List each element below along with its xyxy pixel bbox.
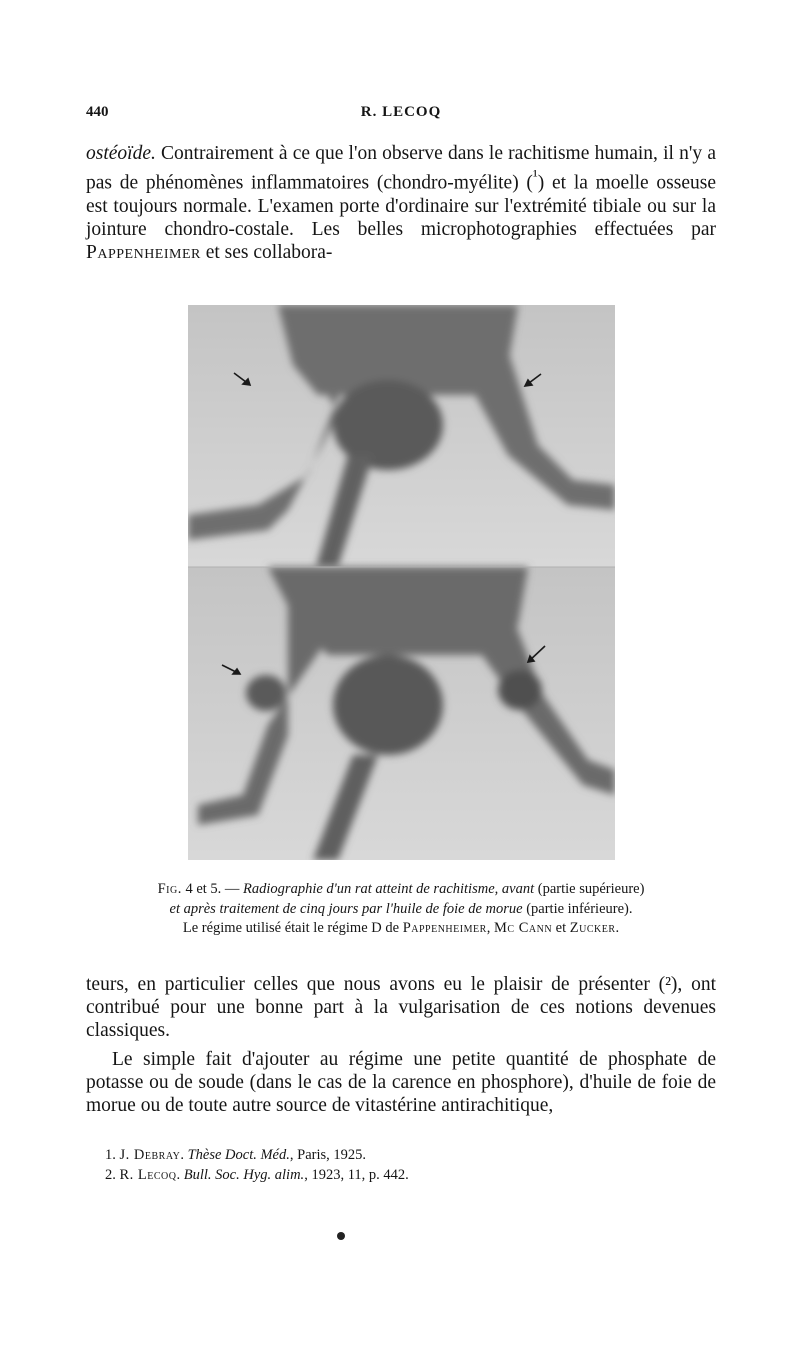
caption-author-3: Zucker [569,920,616,936]
footnote-2-author: R. Lecoq [119,1167,177,1183]
footnote-1-title: Thèse Doct. Méd. [187,1147,290,1163]
footnote-1 [105,1145,705,1165]
footnote-2-title: Bull. Soc. Hyg. alim. [183,1167,305,1183]
ink-dot [337,1232,345,1240]
caption-line-2 [86,900,716,920]
paragraph-2: teurs, en particulier celles que nous avons eu le plaisir de présenter (²), ont contribué pour une bonne part à la vulgarisation de ces notions devenues classiques. [86,974,716,1042]
caption-text-3: Le régime utilisé était le régime D de [182,920,403,936]
figure-caption [86,880,716,939]
footnote-2-rest: , 1923, 11, p. 442. [304,1167,409,1183]
radiograph-image [188,305,615,860]
caption-sep-1: , [486,920,495,936]
page-number: 440 [86,104,109,120]
page-header [86,104,716,128]
caption-author-1: Pappenheimer [402,920,487,936]
footnote-2-sep: . [176,1167,184,1183]
caption-author-2: Mc Cann [494,920,553,936]
para1-text-a: Contrairement à ce que l'on observe dans le rachitisme humain, il n'y a pas de phénomènes inflammatoires (chondro-myélite) ( [86,143,716,194]
caption-italic-2: et après traitement de cinq jours par l'huile de foie de morue [169,900,523,917]
para1-text-b: ) et la moelle osseuse est toujours normale. L'examen porte d'ordinaire sur l'extrémité tibiale ou sur la jointure chondro-costale. Les belles microphotographies effectuées par [86,172,716,241]
footnote-ref-1: ¹ [532,167,538,186]
caption-sep-2: et [552,920,570,936]
caption-italic-1: Radiographie d'un rat atteint de rachitisme, avant [243,881,535,897]
caption-fig-label: Fig. [157,881,182,897]
para1-italic-word: ostéoïde. [86,143,156,164]
footnotes [105,1145,705,1185]
paragraph-3: Le simple fait d'ajouter au régime une petite quantité de phosphate de potasse ou de soude (dans le cas de la carence en phosphore), d'huile de foie de morue ou de toute autre source de vitastérine antirachitique, [86,1049,716,1117]
running-head: R. LECOQ [360,104,442,120]
caption-line-3 [86,919,716,939]
para1-text-c: et ses collabora- [200,242,333,264]
footnote-1-rest: , Paris, 1925. [289,1147,366,1163]
caption-fig-number: 4 et 5. — [181,881,244,897]
caption-end: . [615,920,620,936]
caption-text-1: (partie supérieure) [534,881,645,897]
lower-radiograph [188,567,615,860]
caption-line-1 [86,880,716,900]
paragraph-1 [86,142,716,265]
footnote-1-sep: . [180,1147,188,1163]
footnote-1-author: J. Debray [119,1147,181,1163]
footnote-1-number: 1. [105,1147,116,1163]
upper-radiograph [188,305,615,567]
footnote-2 [105,1165,705,1185]
caption-text-2: (partie inférieure). [522,900,633,917]
para1-author-name: Pappenheimer [86,242,201,264]
radiograph-figure [188,305,615,860]
footnote-2-number: 2. [105,1167,116,1183]
